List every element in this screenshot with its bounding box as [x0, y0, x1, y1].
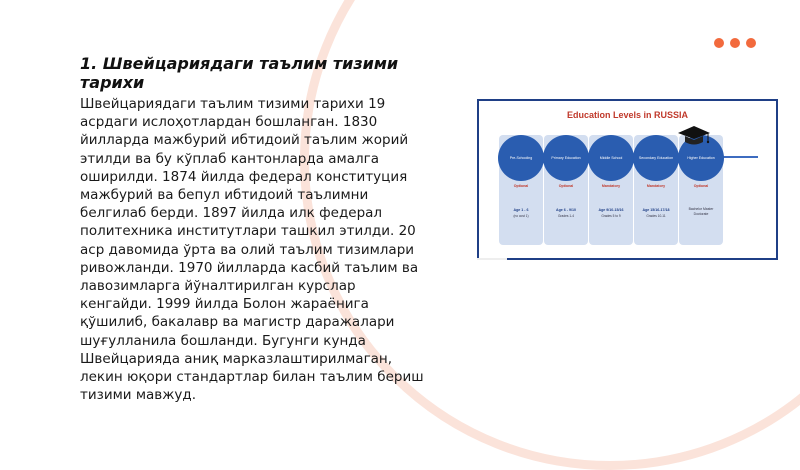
graduation-cap-icon	[677, 125, 711, 147]
level-primary-education	[544, 135, 588, 245]
level-grades: (no cost 1)	[513, 214, 529, 218]
education-levels-figure	[477, 99, 778, 260]
level-name: Primary Education	[543, 135, 589, 181]
level-secondary-education	[634, 135, 678, 245]
level-higher-education	[679, 135, 723, 245]
level-name: Secondary Education	[633, 135, 679, 181]
dot-icon	[746, 38, 756, 48]
level-pre-schooling	[499, 135, 543, 245]
level-name: Higher Education	[678, 135, 724, 181]
level-degrees: Bachelor Master Doctorate	[688, 207, 714, 216]
level-status: Optional	[558, 184, 574, 188]
level-name: Middle School	[588, 135, 634, 181]
level-grades: Grades 5 to 9	[601, 214, 621, 218]
level-status: Optional	[693, 184, 709, 188]
level-status: Optional	[513, 184, 529, 188]
slide-body-text: Швейцариядаги таълим тизими тарихи 19 асрдаги ислоҳотлардан бошланган. 1830 йилларда мажбурий ибтидоий таълим жорий этилди ва бу кўплаб кантонларда амалга оширилди. 1874 йилда федерал конституция мажбурий ва бепул ибтидоий таълимни белгилаб берди. 1897 йилда илк федерал политехника институтлари ташкил этилди. 20 аср давомида ўрта ва олий таълим тизимлари ривожланди. 1970 йилларда касбий таълим ва лавозимларга йўналтирилган курслар кенгайди. 1999 йилда Болон жараёнига қўшилиб, бакалавр ва магистр даражалари шуғулланила бошланди. Бугунги кунда Швейцарияда аниқ марказлаштирилмаган, лекин юқори стандартлар билан таълим бериш тизими мавжуд.	[80, 96, 424, 404]
level-status: Mandatory	[646, 184, 666, 188]
level-name: Pre-Schooling	[498, 135, 544, 181]
slide-title: 1. Швейцариядаги таълим тизими тарихи	[80, 54, 399, 92]
decorative-dots	[714, 38, 756, 48]
level-grades: Grades 1-4	[558, 214, 574, 218]
level-age: Age 1 - 6	[513, 208, 529, 212]
dot-icon	[730, 38, 740, 48]
level-age: Age 15/16-17/18	[642, 208, 670, 212]
level-age: Age 9/10-15/16	[598, 208, 624, 212]
figure-title: Education Levels in RUSSIA	[566, 110, 689, 120]
level-status: Mandatory	[601, 184, 621, 188]
figure-caption-line	[477, 258, 507, 260]
level-grades: Grades 10-11	[646, 214, 666, 218]
level-middle-school	[589, 135, 633, 245]
dot-icon	[714, 38, 724, 48]
level-age: Age 6 - 9/10	[556, 208, 576, 212]
